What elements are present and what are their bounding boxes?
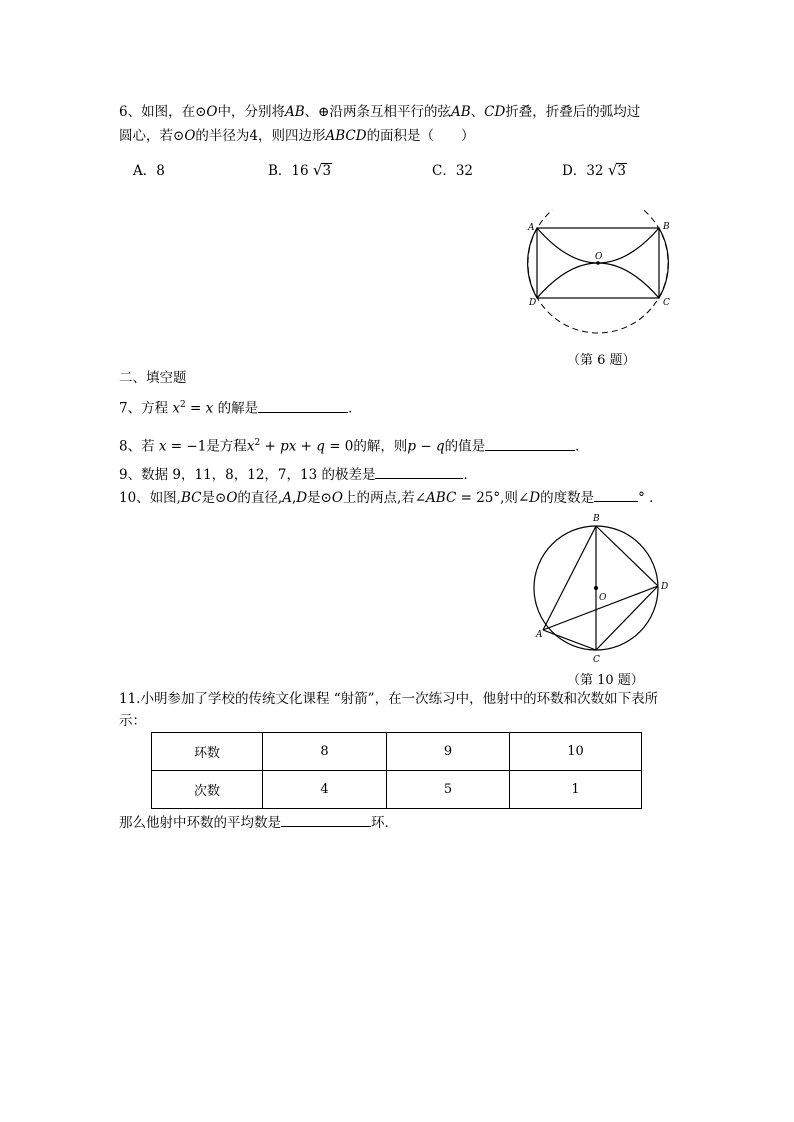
q6-label-d: D xyxy=(529,298,537,308)
q6-figure xyxy=(520,210,680,350)
q6-fold-arc-bottom xyxy=(537,263,659,298)
q6-line1 xyxy=(119,103,640,121)
q10-a: A xyxy=(282,490,292,506)
q10-caption: （第 10 题） xyxy=(567,673,644,688)
table-header-cell: 次数 xyxy=(152,771,263,809)
q11-question-line xyxy=(119,814,398,832)
q10-label-c: C xyxy=(593,655,600,665)
q11-text: 环． xyxy=(371,815,398,831)
q6-option-a[interactable] xyxy=(133,159,165,179)
q6-arc-symbol: ⊕ xyxy=(318,104,330,120)
q11-table xyxy=(151,732,642,809)
q10-text: 如图, xyxy=(149,490,181,506)
table-cell: 10 xyxy=(510,733,642,771)
q10-line xyxy=(119,489,663,507)
q8-exponent: 2 xyxy=(254,438,261,448)
q11-line2: 示： xyxy=(119,713,146,729)
q10-text: 是⊙ xyxy=(307,490,332,506)
q6-text: 折叠，折叠后的弧均过 xyxy=(505,104,641,120)
q7-line xyxy=(119,396,362,418)
q6-text: 中，分别将 xyxy=(217,104,285,120)
q10-angle: ∠ABC xyxy=(414,490,457,506)
q6-label-c: C xyxy=(663,298,670,308)
q8-op: − xyxy=(416,438,436,455)
table-cell: 4 xyxy=(263,771,387,809)
q6-label-a: A xyxy=(528,223,535,233)
q6-text: 沿两条互相平行的弦 xyxy=(329,104,451,120)
q7-eq: = xyxy=(185,400,206,417)
q9-line xyxy=(119,466,477,484)
q10-figure xyxy=(525,510,675,670)
q7-text: 方程 xyxy=(141,400,169,417)
q7-text: 的解是 xyxy=(217,400,259,417)
q10-center-dot xyxy=(594,586,598,590)
q7-answer-blank[interactable] xyxy=(258,400,348,413)
option-value: 32 xyxy=(455,163,474,179)
q6-option-c[interactable] xyxy=(432,159,473,179)
table-cell: 8 xyxy=(263,733,387,771)
option-radicand: 3 xyxy=(617,163,626,179)
q6-text: 如图，在⊙ xyxy=(141,104,207,120)
q10-segment-ab xyxy=(543,526,596,630)
option-letter: D． xyxy=(562,163,587,179)
q10-text: ,则 xyxy=(500,490,518,506)
option-letter: A． xyxy=(133,163,157,179)
q6-number: 6、 xyxy=(119,104,142,120)
q8-line xyxy=(119,434,589,456)
option-value: 32 xyxy=(586,163,604,179)
q10-label-o: O xyxy=(599,593,607,603)
q10-text: 是⊙ xyxy=(201,490,227,506)
q8-end: ． xyxy=(575,438,589,455)
q10-text: 的度数是 xyxy=(540,490,595,506)
q10-number: 10、 xyxy=(119,490,150,506)
q6-line2 xyxy=(119,127,475,145)
q8-var: q xyxy=(316,438,325,455)
q8-text: 的值是 xyxy=(444,438,486,455)
q7-var: x xyxy=(172,400,181,417)
q10-answer-blank[interactable] xyxy=(594,489,638,502)
q6-caption: （第 6 题） xyxy=(567,353,636,368)
option-value: 16 xyxy=(291,163,309,179)
q11-text: 那么他射中环数的平均数是 xyxy=(119,815,281,831)
q8-number: 8、 xyxy=(119,438,142,455)
q10-label-a: A xyxy=(536,630,543,640)
q6-cd: CD xyxy=(484,104,506,120)
q8-var: x xyxy=(246,438,255,455)
option-letter: C． xyxy=(432,163,456,179)
q6-text: 圆心，若⊙ xyxy=(119,128,185,144)
q6-text: 、 xyxy=(470,104,485,120)
q8-op: + xyxy=(296,438,317,455)
q6-arc-right xyxy=(659,228,668,298)
q8-text: 若 xyxy=(141,438,155,455)
q7-number: 7、 xyxy=(119,400,142,417)
table-row xyxy=(152,733,642,771)
q10-label-d: D xyxy=(661,582,669,592)
q6-text: 的半径为 xyxy=(195,128,250,144)
q10-bc: BC xyxy=(180,490,202,506)
q6-text: 的面积是（ ） xyxy=(366,128,475,144)
q6-label-o: O xyxy=(595,252,603,262)
q11-line1: 11.小明参加了学校的传统文化课程 “射箭”，在一次练习中，他射中的环数和次数如下表所 xyxy=(119,691,659,707)
option-radicand: 3 xyxy=(322,163,332,179)
q8-var: x xyxy=(158,438,167,455)
option-value: 8 xyxy=(156,163,165,179)
q6-radius: 4 xyxy=(249,128,258,144)
q7-end: ． xyxy=(348,400,362,417)
q7-exponent: 2 xyxy=(180,400,186,410)
q6-text: 、 xyxy=(304,104,319,120)
q11-answer-blank[interactable] xyxy=(281,814,371,827)
q6-abcd: ABCD xyxy=(325,128,367,144)
q8-var: px xyxy=(280,438,297,455)
q6-option-b[interactable] xyxy=(268,159,332,179)
sqrt-icon: √ xyxy=(312,161,323,179)
q10-degree: ° xyxy=(638,490,645,506)
q6-ab: AB xyxy=(284,104,305,120)
table-row xyxy=(152,771,642,809)
section2-title: 二、填空题 xyxy=(119,370,187,386)
q10-angle-value: = 25° xyxy=(456,490,501,506)
q9-end: ． xyxy=(463,467,477,483)
q10-text: 的直径, xyxy=(237,490,283,506)
q9-text: 数据 9，11，8，12，7，13 的极差是 xyxy=(141,467,376,483)
q10-o: O xyxy=(331,490,343,506)
q10-segment-ac xyxy=(543,630,596,650)
q10-end: ． xyxy=(649,490,663,506)
q10-angle-d: ∠D xyxy=(517,490,541,506)
q6-ab: AB xyxy=(450,104,471,120)
q6-option-d[interactable] xyxy=(562,159,627,179)
q6-text: ，则四边形 xyxy=(257,128,326,144)
q6-o: O xyxy=(184,128,196,144)
option-letter: B． xyxy=(268,163,292,179)
table-cell: 1 xyxy=(510,771,642,809)
q8-answer-blank[interactable] xyxy=(485,438,575,451)
q9-answer-blank[interactable] xyxy=(375,466,463,479)
q6-label-b: B xyxy=(663,222,670,232)
q7-var: x xyxy=(205,400,214,417)
q8-var: p xyxy=(407,438,417,455)
q8-op: + xyxy=(260,438,281,455)
q6-o: O xyxy=(206,104,218,120)
q10-text: 上的两点,若 xyxy=(342,490,415,506)
q8-eq: = 0 xyxy=(324,438,354,455)
q8-text: 的解，则 xyxy=(353,438,408,455)
q10-d: D xyxy=(296,490,308,506)
q8-var: q xyxy=(435,438,445,455)
q8-text: 是方程 xyxy=(206,438,247,455)
table-cell: 9 xyxy=(387,733,510,771)
q10-label-b: B xyxy=(593,514,600,524)
q8-eq: = −1 xyxy=(166,438,207,455)
table-cell: 5 xyxy=(387,771,510,809)
q10-o: O xyxy=(226,490,238,506)
q10-comma: , xyxy=(291,490,297,506)
q6-arc-left xyxy=(528,228,537,298)
sqrt-icon: √ xyxy=(607,161,618,179)
q9-number: 9、 xyxy=(119,467,142,483)
table-header-cell: 环数 xyxy=(152,733,263,771)
